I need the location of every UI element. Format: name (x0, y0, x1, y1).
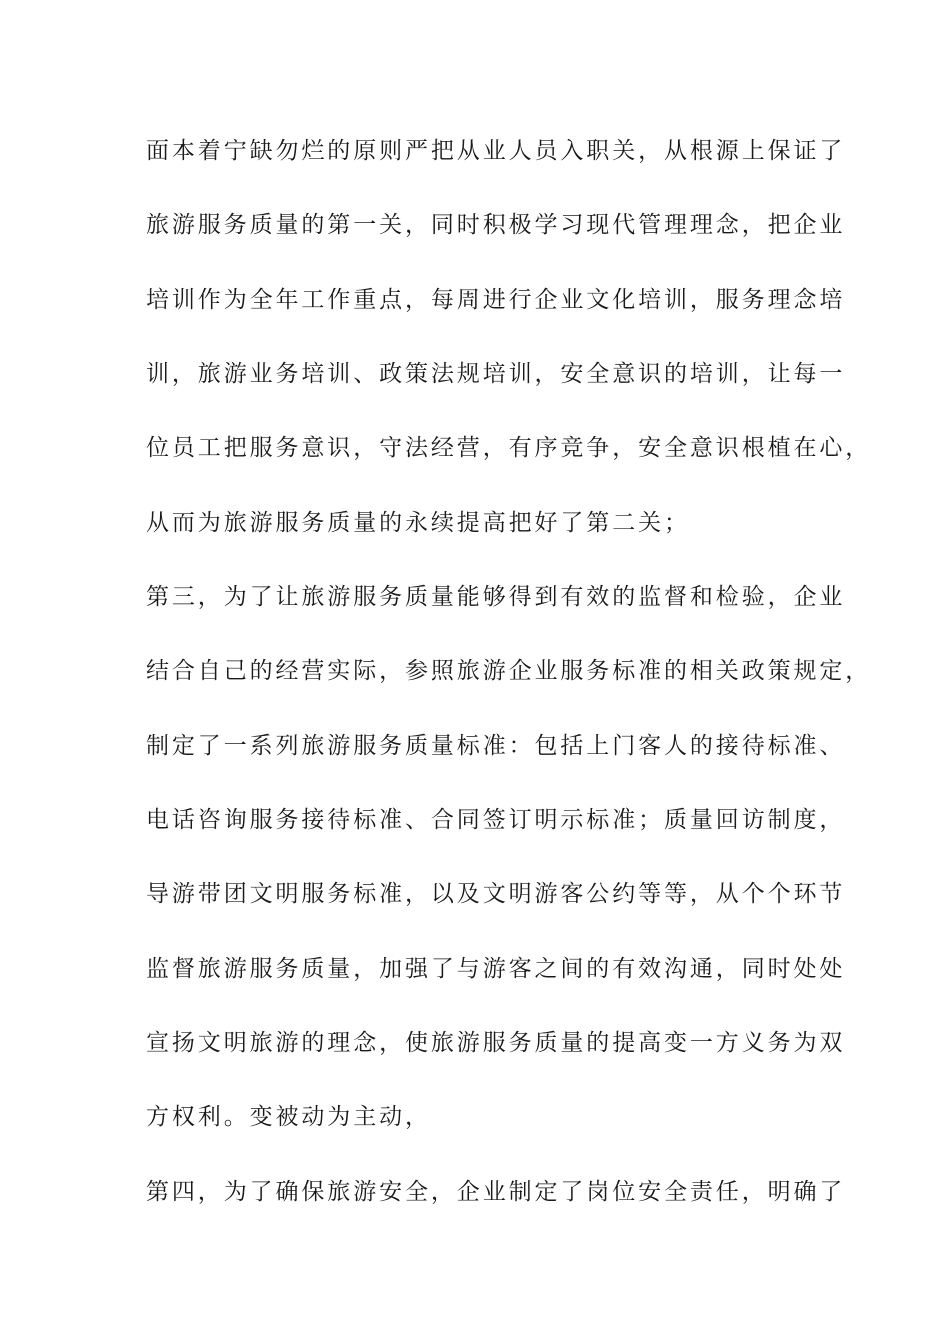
text-line-6: 从而为旅游服务质量的永续提高把好了第二关； (146, 510, 690, 536)
text-line-2: 旅游服务质量的第一关，同时积极学习现代管理理念，把企业 (146, 212, 846, 238)
text-line-10: 电话咨询服务接待标准、合同签订明示标准；质量回访制度， (146, 807, 846, 833)
text-line-8: 结合自己的经营实际，参照旅游企业服务标准的相关政策规定， (146, 658, 872, 684)
text-line-12: 监督旅游服务质量，加强了与游客之间的有效沟通，同时处处 (146, 956, 846, 982)
text-line-13: 宣扬文明旅游的理念，使旅游服务质量的提高变一方义务为双 (146, 1030, 846, 1056)
text-line-1: 面本着宁缺勿烂的原则严把从业人员入职关，从根源上保证了 (146, 138, 846, 164)
text-line-15: 第四，为了确保旅游安全，企业制定了岗位安全责任，明确了 (146, 1179, 846, 1205)
text-line-14: 方权利。变被动为主动， (146, 1104, 431, 1130)
text-line-9: 制定了一系列旅游服务质量标准：包括上门客人的接待标准、 (146, 733, 846, 759)
text-line-4: 训，旅游业务培训、政策法规培训，安全意识的培训，让每一 (146, 361, 846, 387)
text-line-5: 位员工把服务意识，守法经营，有序竞争，安全意识根植在心， (146, 435, 872, 461)
text-line-11: 导游带团文明服务标准，以及文明游客公约等等，从个个环节 (146, 881, 846, 907)
text-line-3: 培训作为全年工作重点，每周进行企业文化培训，服务理念培 (146, 287, 846, 313)
text-line-7: 第三，为了让旅游服务质量能够得到有效的监督和检验，企业 (146, 584, 846, 610)
